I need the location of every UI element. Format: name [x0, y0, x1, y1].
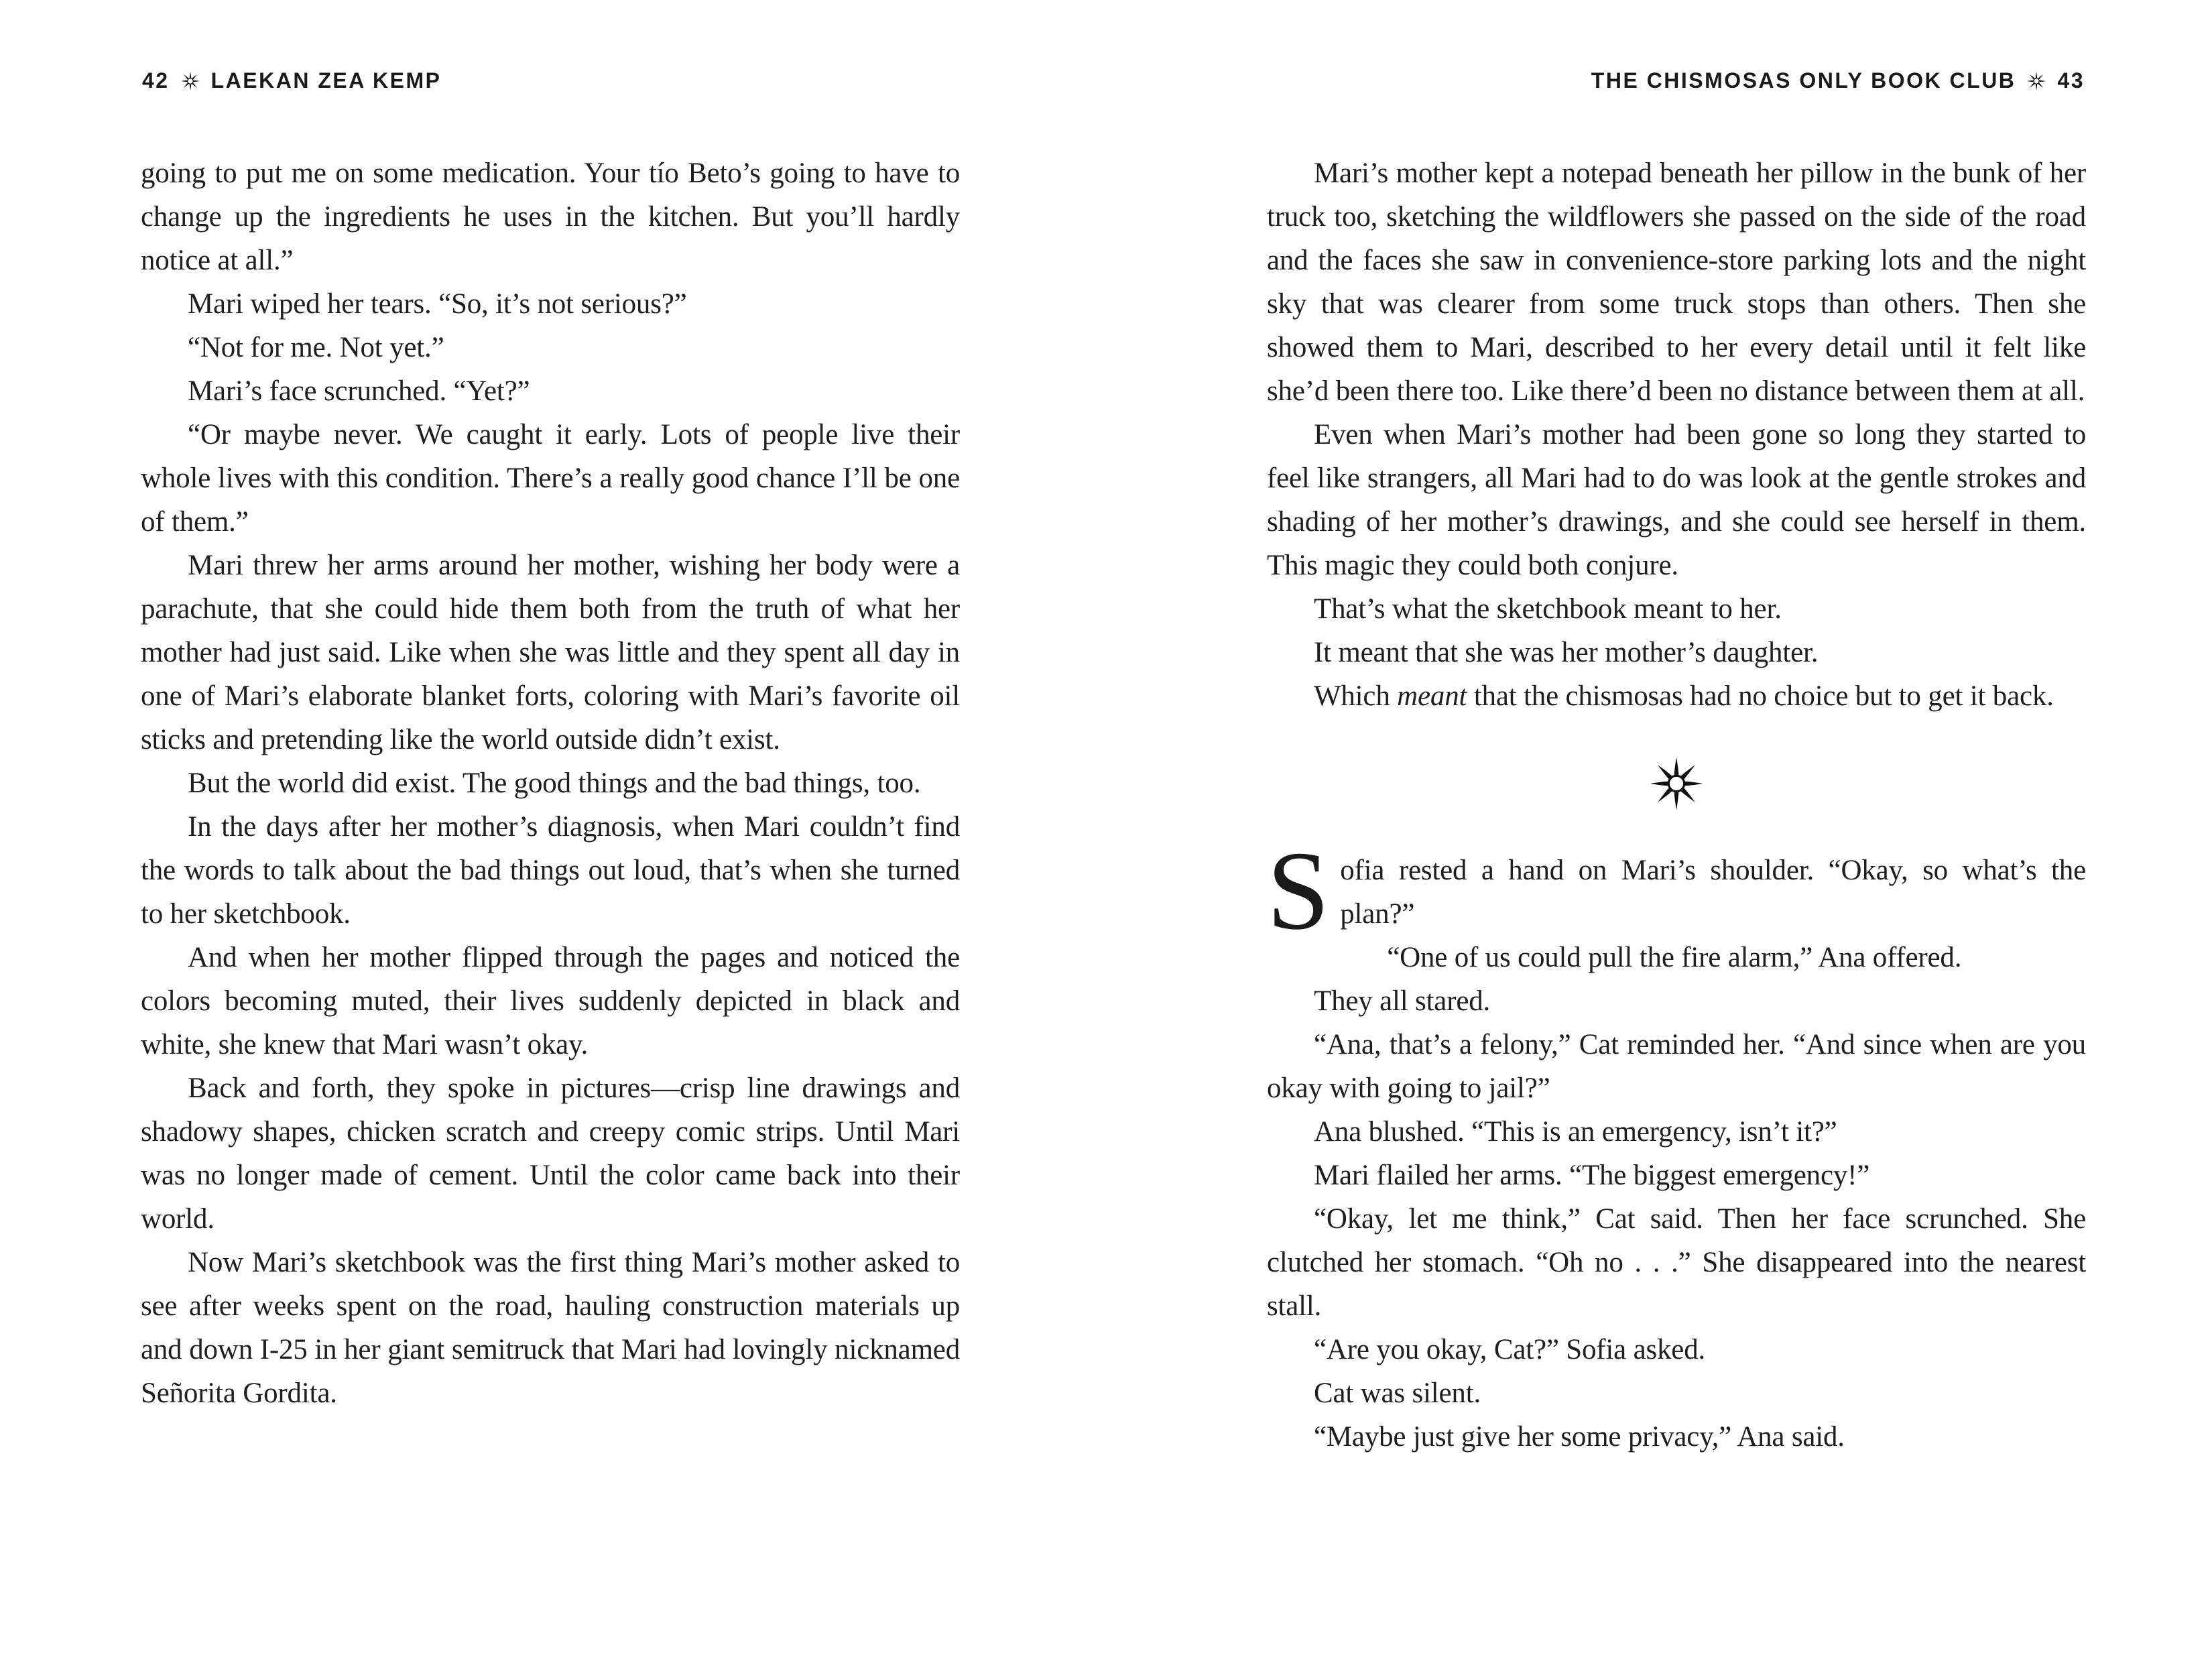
paragraph: It meant that she was her mother’s daughter.: [1314, 637, 1819, 668]
paragraph: Back and forth, they spoke in pictures—crisp line drawings and shadowy shapes, chicken scratch and creepy comic strips. Until Mari was no longer made of cement. Until the color came back into their world.: [141, 1072, 960, 1235]
text-column-right: [1267, 151, 2086, 1459]
paragraph: Mari flailed her arms. “The biggest emergency!”: [1314, 1160, 1870, 1191]
paragraph: In the days after her mother’s diagnosis, when Mari couldn’t find the words to talk about the bad things out loud, that’s when she turned to her sketchbook.: [141, 811, 960, 930]
paragraph: “One of us could pull the fire alarm,” Ana offered.: [1387, 942, 1962, 973]
header-star-icon: [180, 71, 200, 91]
paragraph: Mari wiped her tears. “So, it’s not serious?”: [188, 288, 687, 320]
paragraph: And when her mother flipped through the pages and noticed the colors becoming muted, their lives suddenly depicted in black and white, she knew that Mari wasn’t okay.: [141, 942, 960, 1060]
page-number-left: 42: [142, 68, 170, 93]
paragraph: Ana blushed. “This is an emergency, isn’t it?”: [1314, 1116, 1837, 1148]
paragraph: “Not for me. Not yet.”: [188, 332, 444, 363]
running-head-left: [142, 68, 441, 93]
paragraph: “Maybe just give her some privacy,” Ana said.: [1314, 1421, 1845, 1453]
paragraph: going to put me on some medication. Your tío Beto’s going to have to change up the ingredients he uses in the kitchen. But you’ll hardly notice at all.”: [141, 158, 960, 276]
paragraph: Mari’s mother kept a notepad beneath her pillow in the bunk of her truck too, sketching the wildflowers she passed on the side of the road and the faces she saw in convenience-store parking lots and the night sky that was clearer from some truck stops than others. Then she showed them to Mari, described to her every detail until it felt like she’d been there too. Like there’d been no distance between them at all.: [1267, 158, 2086, 407]
running-head-right: [1591, 68, 2085, 93]
drop-cap: S: [1267, 828, 1330, 953]
italic-word: meant: [1397, 680, 1467, 712]
paragraph: But the world did exist. The good things and the bad things, too.: [188, 767, 921, 799]
section-break: [1267, 718, 2086, 849]
book-title: THE CHISMOSAS ONLY BOOK CLUB: [1591, 68, 2016, 93]
paragraph: “Okay, let me think,” Cat said. Then her face scrunched. She clutched her stomach. “Oh no . . .” She disappeared into the nearest stall.: [1267, 1203, 2086, 1322]
paragraph: Even when Mari’s mother had been gone so long they started to feel like strangers, all Mari had to do was look at the gentle strokes and shading of her mother’s drawings, and she could see herself in them. This magic they could both conjure.: [1267, 419, 2086, 581]
author-name: LAEKAN ZEA KEMP: [210, 68, 442, 93]
page-number-right: 43: [2057, 68, 2085, 93]
paragraph: “Or maybe never. We caught it early. Lots of people live their whole lives with this condition. There’s a really good chance I’ll be one of them.”: [141, 419, 960, 538]
header-star-icon: [2026, 71, 2046, 91]
paragraph: Now Mari’s sketchbook was the first thing Mari’s mother asked to see after weeks spent on the road, hauling construction materials up and down I-25 in her giant semitruck that Mari had lovingly nicknamed Señorita Gordita.: [141, 1247, 960, 1409]
paragraph: “Are you okay, Cat?” Sofia asked.: [1314, 1334, 1706, 1365]
page-right: [1106, 0, 2212, 1659]
text-column-left: [141, 151, 960, 1415]
paragraph-text: that the chismosas had no choice but to get it back.: [1467, 680, 2054, 712]
paragraph: That’s what the sketchbook meant to her.: [1314, 593, 1782, 625]
paragraph-with-italic: [1267, 674, 2086, 718]
section-break-star-icon: [1648, 755, 1705, 812]
paragraph: “Ana, that’s a felony,” Cat reminded her. “And since when are you okay with going to jail?”: [1267, 1029, 2086, 1104]
paragraph: Mari’s face scrunched. “Yet?”: [188, 375, 530, 407]
drop-cap-section: [1267, 828, 2086, 979]
paragraph-text: Which: [1314, 680, 1398, 712]
paragraph: They all stared.: [1314, 985, 1491, 1017]
paragraph: ofia rested a hand on Mari’s shoulder. “Okay, so what’s the plan?”: [1340, 855, 2086, 930]
paragraph: Mari threw her arms around her mother, wishing her body were a parachute, that she could hide them both from the truth of what her mother had just said. Like when she was little and they spent all day in one of Mari’s elaborate blanket forts, coloring with Mari’s favorite oil sticks and pretending like the world outside didn’t exist.: [141, 550, 960, 755]
paragraph: Cat was silent.: [1314, 1377, 1481, 1409]
